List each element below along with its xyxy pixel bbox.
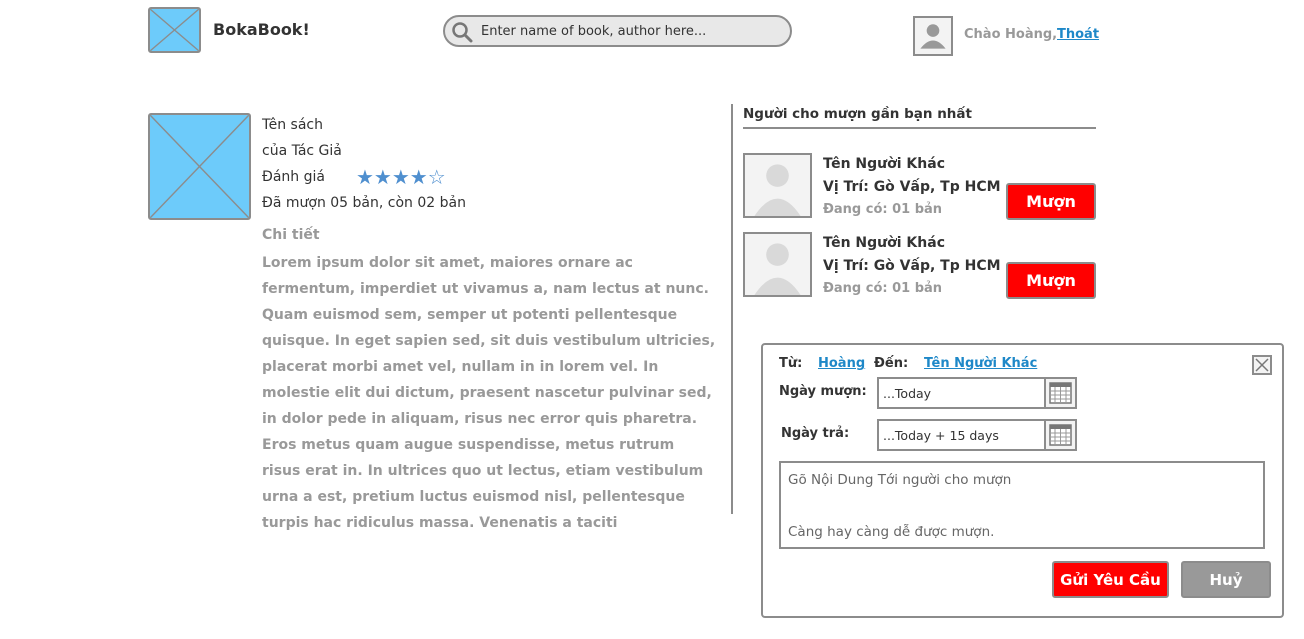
book-availability: Đã mượn 05 bản, còn 02 bản (262, 195, 466, 211)
lender-avatar (743, 232, 812, 297)
to-user-link[interactable]: Tên Người Khác (924, 356, 1038, 371)
lender-copies: Đang có: 01 bản (823, 202, 943, 217)
return-date-picker[interactable] (877, 419, 1077, 451)
calendar-icon[interactable] (1044, 379, 1075, 407)
book-title: Tên sách (262, 117, 323, 133)
user-greeting: Chào Hoàng, (964, 27, 1058, 42)
lender-location: Vị Trí: Gò Vấp, Tp HCM (823, 179, 1001, 195)
logo-image[interactable] (148, 7, 201, 53)
borrow-date-picker[interactable] (877, 377, 1077, 409)
message-textarea[interactable] (779, 461, 1265, 549)
lender-location: Vị Trí: Gò Vấp, Tp HCM (823, 258, 1001, 274)
column-divider (731, 104, 733, 514)
lenders-divider (743, 127, 1096, 129)
borrow-button[interactable]: Mượn (1006, 183, 1096, 220)
calendar-icon[interactable] (1044, 421, 1075, 449)
lender-name: Tên Người Khác (823, 156, 945, 172)
return-date-label: Ngày trả: (781, 426, 850, 441)
logout-link[interactable]: Thoát (1057, 27, 1100, 42)
to-label: Đến: (874, 356, 909, 371)
close-icon[interactable] (1252, 355, 1272, 375)
lender-copies: Đang có: 01 bản (823, 281, 943, 296)
borrow-button[interactable]: Mượn (1006, 262, 1096, 299)
rating-stars: ★★★★☆ (356, 165, 446, 189)
search-bar[interactable] (443, 15, 792, 47)
user-avatar[interactable] (913, 16, 953, 56)
rating-label: Đánh giá (262, 169, 325, 185)
return-date-input[interactable] (883, 426, 1043, 444)
lenders-title: Người cho mượn gần bạn nhất (743, 106, 972, 122)
borrow-date-label: Ngày mượn: (779, 384, 867, 399)
book-description: Lorem ipsum dolor sit amet, maiores ornare ac fermentum, imperdiet ut vivamus a, nam lectus at nunc. Quam euismod sem, semper ut potenti pellentesque quisque. In eget sapien sed, sit duis vestibulum ultricies, placerat morbi amet vel, nullam in in lorem vel. In molestie elit dui dictum, praesent nascetur pulvinar sed, in dolor pede in aliquam, risus nec error quis pharetra. Eros metus quam augue suspendisse, metus rutrum risus erat in. In ultrices quo ut lectus, etiam vestibulum urna a est, pretium luctus euismod nisl, pellentesque turpis hac ridiculus massa. Venenatis a taciti (262, 255, 716, 531)
cancel-button[interactable]: Huỷ (1181, 561, 1271, 598)
search-input[interactable] (481, 21, 781, 41)
message-line-1: Gõ Nội Dung Tới người cho mượn (788, 472, 1012, 488)
borrow-date-input[interactable] (883, 384, 1043, 402)
lender-avatar (743, 153, 812, 218)
send-request-button[interactable]: Gửi Yêu Cầu (1052, 561, 1169, 598)
from-label: Từ: (779, 356, 803, 371)
message-line-2: Càng hay càng dễ được mượn. (788, 524, 995, 540)
detail-label: Chi tiết (262, 227, 320, 243)
search-icon[interactable] (451, 21, 473, 43)
lender-name: Tên Người Khác (823, 235, 945, 251)
book-author: của Tác Giả (262, 143, 342, 159)
brand-name[interactable]: BokaBook! (213, 20, 310, 39)
from-user-link[interactable]: Hoàng (818, 356, 866, 371)
book-cover-image (148, 113, 251, 220)
